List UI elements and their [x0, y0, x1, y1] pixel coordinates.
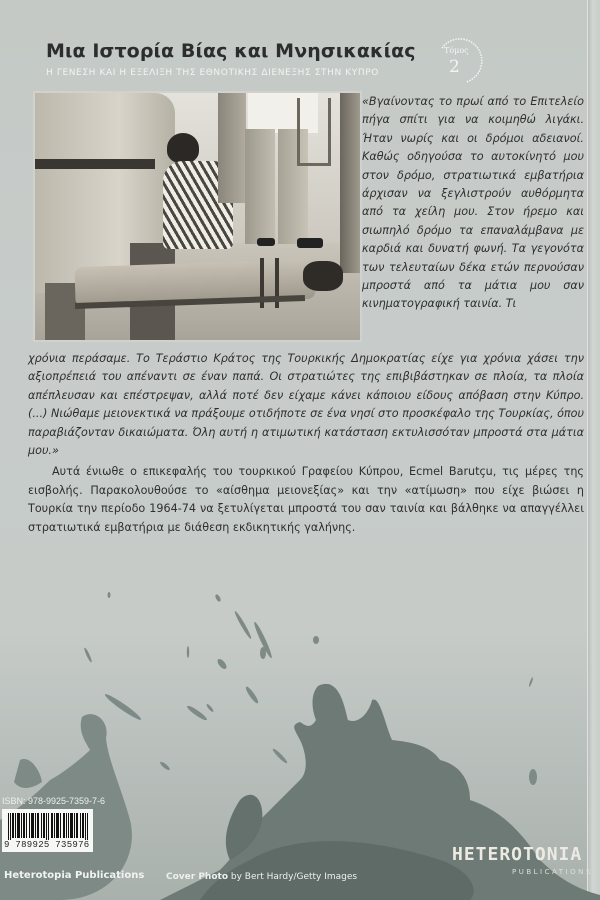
logo-wordmark: HETEROTONIA — [452, 844, 583, 865]
body-text — [28, 463, 584, 537]
publisher-logo — [452, 844, 600, 876]
isbn-number: ISBN: 978-9925-7359-7-6 — [2, 796, 106, 806]
barcode-bars-icon — [8, 813, 88, 840]
book-title: Μια Ιστορία Βίας και Μνησικακίας — [46, 40, 416, 62]
credit-source: by Bert Hardy/Getty Images — [228, 872, 358, 882]
body-paragraph: Αυτά ένιωθε ο επικεφαλής του τουρκικού Γραφείου Κύπρου, Ecmel Barutçu, τις μέρες της εισβολής. Παρακολουθούσε το «αίσθημα μειονεξίας» και την «ατίμωση» που είχε βιώσει η Τουρκία την περίοδο 1964-74 να ξετυλίγεται μπροστά του σαν ταινία και βάλθηκε να απαγγέλλει στρατιωτικά εμβατήρια με διάθεση εκδικητικής γαλήνης. — [28, 465, 584, 534]
cover-photo-credit — [166, 872, 357, 882]
cover-photo — [35, 93, 360, 340]
barcode — [2, 809, 93, 852]
quote-part-2: χρόνια περάσαμε. Το Τεράστιο Κράτος της Τουρκικής Δημοκρατίας είχε για χρόνια χάσει την αξιοπρέπειά του απέναντι σε έναν παπά. Οι στρατιώτες της επιβιβάστηκαν σε πλοία, τα πλοία απέπλευσαν και επέστρεψαν, αλλά ποτέ δεν είχαμε κάνει κάποιου είδους απόβαση στην Κύπρο. (...) Νιώθαμε μειονεκτικά να πράξουμε οτιδήποτε σε ένα νησί στο προσκέφαλο της Τουρκίας, όπου παραβιάζονταν δικαιώματα. Όλη αυτή η ατιμωτική κατάσταση εκτυλισσόταν μπροστά στα μάτια μου.» — [28, 352, 584, 458]
quote-full-width-text — [28, 350, 584, 460]
volume-label: Τόμος — [444, 46, 469, 55]
logo-subtitle: PUBLICATIONS — [512, 868, 593, 876]
volume-number: 2 — [449, 57, 460, 77]
publisher-name: Heterotopia Publications — [4, 870, 145, 881]
book-subtitle: Η ΓΕΝΕΣΗ ΚΑΙ Η ΕΞΕΛΙΞΗ ΤΗΣ ΕΘΝΟΤΙΚΗΣ ΔΙΕΝΕΞΗΣ ΣΤΗΝ ΚΥΠΡΟ — [46, 68, 379, 78]
volume-badge — [436, 38, 484, 86]
barcode-digits: 9 789925 735976 — [4, 840, 90, 850]
quote-part-1: «Βγαίνοντας το πρωί από το Επιτελείο πήγα σπίτι για να κοιμηθώ λιγάκι. Ήταν νωρίς και οι δρόμοι αδειανοί. Καθώς οδηγούσα το αυτοκίνητό μου στον δρόμο, στρατιωτικά εμβατήρια άρχισαν να ξεγλιστρούν αυθόρμητα από τα χείλη μου. Στον ήρεμο και σιωπηλό δρόμο τα επαναλάμβανα με καρδιά και δυνατή φωνή. Τα γεγονότα των τελευταίων δέκα ετών περνούσαν μπροστά από τα μάτια μου σαν κινηματογραφική ταινία. Τι — [362, 95, 584, 311]
credit-label: Cover Photo — [166, 872, 229, 882]
quote-column-text — [362, 93, 584, 314]
